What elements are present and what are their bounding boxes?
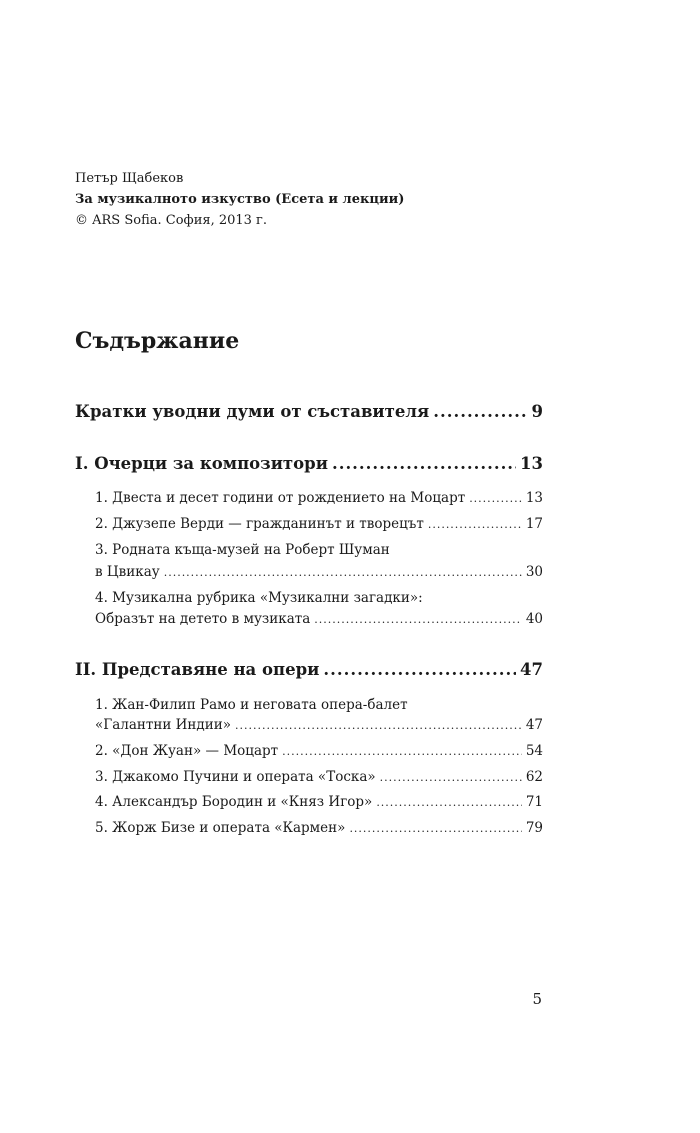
toc-entry-first-line: 3. Родната къща-музей на Роберт Шуман xyxy=(95,542,390,558)
leader-dots xyxy=(380,771,522,784)
page-number: 5 xyxy=(532,990,542,1008)
leader-dots xyxy=(433,402,527,421)
author-name: Петър Щабеков xyxy=(75,171,184,186)
toc-page: 71 xyxy=(525,794,543,810)
toc-label: 3. Джакомо Пучини и операта «Тоска» xyxy=(95,769,376,785)
leader-dots xyxy=(323,660,516,679)
imprint: © ARS Sofia. София, 2013 г. xyxy=(75,213,268,228)
toc-page: 54 xyxy=(525,743,543,759)
toc-label: Кратки уводни думи от съставителя xyxy=(75,402,430,421)
leader-dots xyxy=(349,822,521,835)
toc-page: 30 xyxy=(525,564,543,580)
toc-page: 13 xyxy=(525,490,543,506)
toc-entry xyxy=(95,794,543,810)
toc-entry xyxy=(95,611,543,627)
toc-part-1 xyxy=(75,454,543,473)
toc-label: 2. Джузепе Верди — гражданинът и творецът xyxy=(95,516,424,532)
leader-dots xyxy=(235,719,522,732)
toc-label: I. Очерци за композитори xyxy=(75,454,328,473)
toc-part-2 xyxy=(75,660,543,679)
toc-label: 2. «Дон Жуан» — Моцарт xyxy=(95,743,279,759)
toc-label: 4. Александър Бородин и «Княз Игор» xyxy=(95,794,373,810)
leader-dots xyxy=(469,492,522,505)
toc-label: II. Представяне на опери xyxy=(75,660,320,679)
toc-page: 47 xyxy=(520,660,543,679)
toc-entry xyxy=(95,769,543,785)
toc-entry-first-line: 1. Жан-Филип Рамо и неговата опера-балет xyxy=(95,697,408,713)
toc-intro xyxy=(75,402,543,421)
toc-entry xyxy=(95,743,543,759)
leader-dots xyxy=(376,796,522,809)
toc-page: 62 xyxy=(525,769,543,785)
book-title: За музикалното изкуство (Есета и лекции) xyxy=(75,192,405,207)
toc-entry xyxy=(95,564,543,580)
toc-page: 79 xyxy=(525,820,543,836)
toc-label: 5. Жорж Бизе и операта «Кармен» xyxy=(95,820,346,836)
leader-dots xyxy=(332,454,516,473)
toc-page: 13 xyxy=(520,454,543,473)
publication-info xyxy=(75,168,404,231)
toc-label: 1. Двеста и десет години от рождението на Моцарт xyxy=(95,490,466,506)
toc-entry xyxy=(95,490,543,506)
toc-page: 9 xyxy=(531,402,543,421)
toc-label: Образът на детето в музиката xyxy=(95,611,311,627)
leader-dots xyxy=(282,745,522,758)
toc-entry xyxy=(95,717,543,733)
toc-entry xyxy=(95,820,543,836)
toc-page: 17 xyxy=(525,516,543,532)
toc-entry xyxy=(95,516,543,532)
toc-page: 47 xyxy=(525,717,543,733)
toc-page: 40 xyxy=(525,611,543,627)
toc-entry-first-line: 4. Музикална рубрика «Музикални загадки»: xyxy=(95,590,423,606)
leader-dots xyxy=(164,566,522,579)
toc-label: в Цвикау xyxy=(95,564,160,580)
leader-dots xyxy=(428,518,522,531)
toc-label: «Галантни Индии» xyxy=(95,717,231,733)
toc-heading: Съдържание xyxy=(75,328,240,354)
leader-dots xyxy=(314,613,522,626)
